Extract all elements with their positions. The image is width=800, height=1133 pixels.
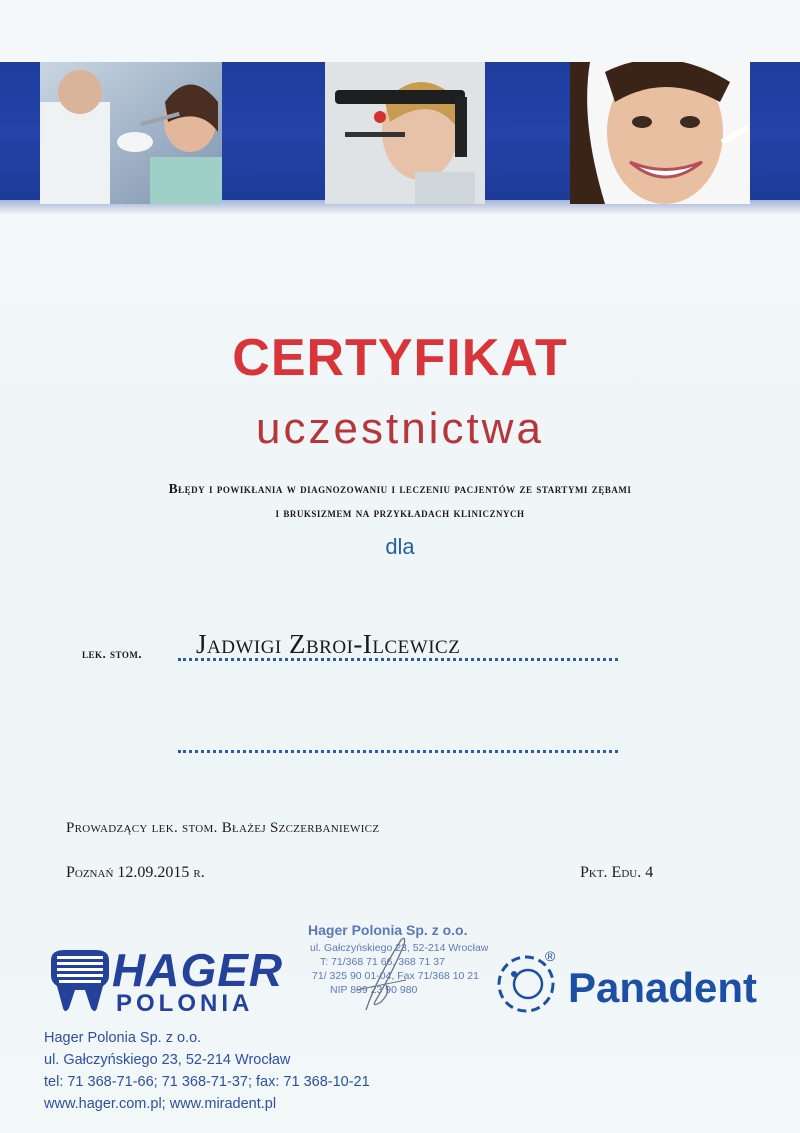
for-label: dla <box>385 534 415 559</box>
hager-logo-sub: POLONIA <box>116 990 254 1017</box>
course-title-line-1: Błędy i powikłania w diagnozowaniu i leczeniu pacjentów ze startymi zębami <box>168 481 632 496</box>
registered-mark: ® <box>545 948 556 964</box>
panadent-logo-word: Panadent <box>568 964 758 1011</box>
recipient-prefix: lek. stom. <box>82 646 143 661</box>
place-date: Poznań 12.09.2015 r. <box>66 864 205 881</box>
handwritten-signature <box>346 930 416 1015</box>
instructor-line: Prowadzący lek. stom. Błażej Szczerbaniewicz <box>66 820 380 836</box>
certificate-subtitle: uczestnictwa <box>256 404 544 453</box>
certificate-title: CERTYFIKAT <box>232 329 568 387</box>
hager-websites: www.hager.com.pl; www.miradent.pl <box>44 1096 277 1112</box>
hager-company-name: Hager Polonia Sp. z o.o. <box>44 1030 202 1046</box>
course-title-line-2: i bruksizmem na przykładach klinicznych <box>275 505 525 520</box>
stamp-line-4: NIP 899 23 90 980 <box>330 984 418 996</box>
stamp-line-3: 71/ 325 90 01-04, Fax 71/368 10 21 <box>312 970 479 982</box>
education-points: Pkt. Edu. 4 <box>580 864 654 881</box>
dotted-line-name <box>178 658 618 661</box>
photo-banner <box>0 62 800 212</box>
hager-phone: tel: 71 368-71-66; 71 368-71-37; fax: 71 368-10-21 <box>44 1074 370 1090</box>
photo-smiling-woman <box>570 62 750 204</box>
stamp-line-1: ul. Gałczyńskiego 23, 52-214 Wrocław <box>310 942 489 954</box>
stamp-line-0: Hager Polonia Sp. z o.o. <box>308 922 468 938</box>
photo-face-bow <box>325 62 485 204</box>
hager-address: ul. Gałczyńskiego 23, 52-214 Wrocław <box>44 1052 291 1068</box>
photo-dentist-treatment <box>40 62 222 204</box>
recipient-name: Jadwigi Zbroi-Ilcewicz <box>196 629 461 659</box>
stamp-line-2: T: 71/368 71 66, 368 71 37 <box>320 956 445 968</box>
dotted-line-blank <box>178 750 618 753</box>
hager-logo-word: HAGER <box>112 944 284 996</box>
